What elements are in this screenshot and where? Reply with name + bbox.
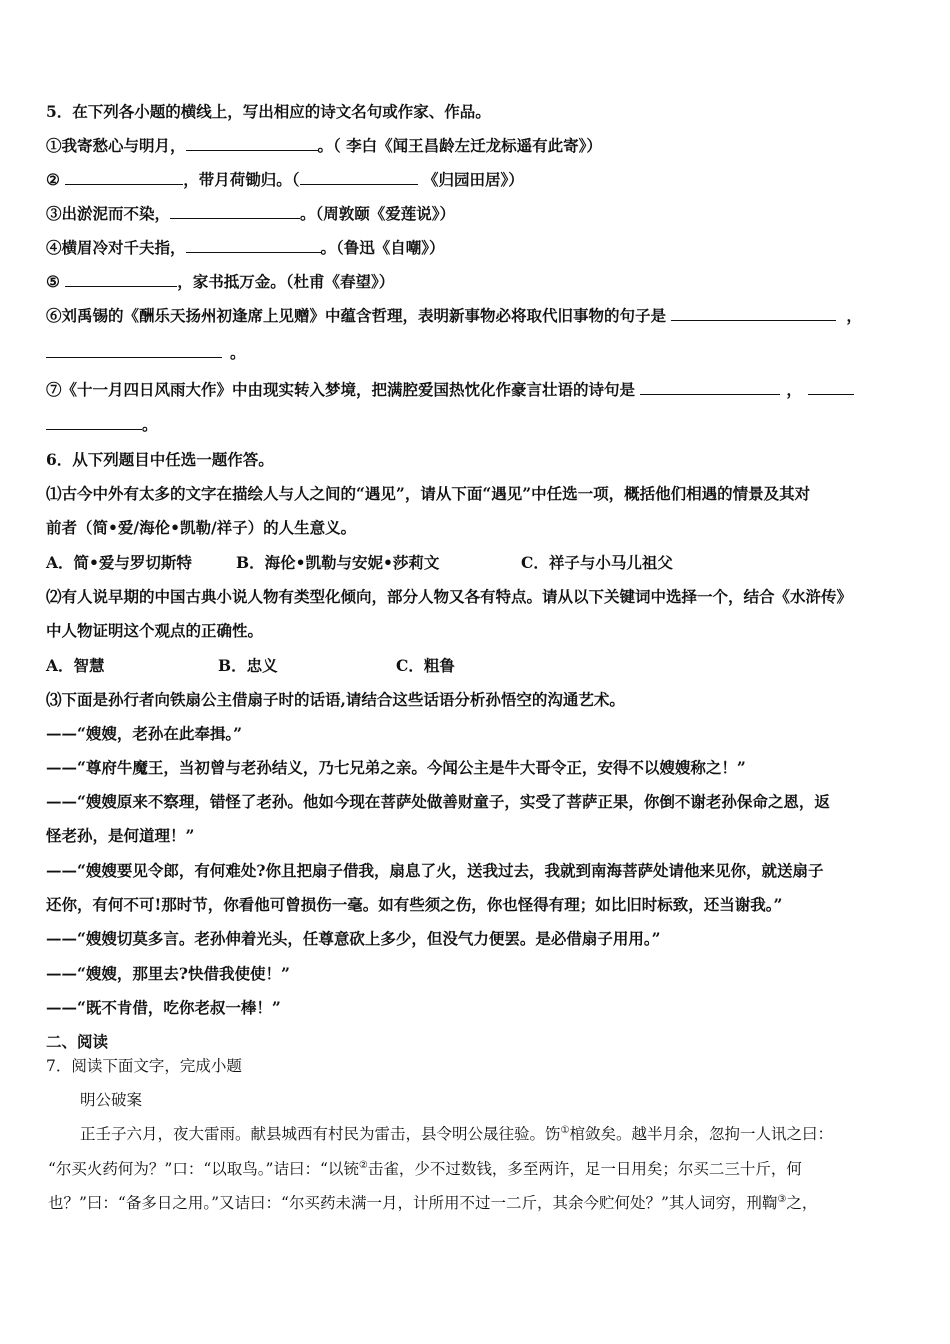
passage-text: “尔买火药何为？”口：“以取鸟。”诘曰：“以铳	[48, 1160, 359, 1178]
passage-line-2	[48, 1159, 802, 1179]
passage-line-3	[48, 1193, 817, 1213]
footnote-ref: ①	[560, 1124, 570, 1136]
q5-item-7-comma: ，	[786, 380, 802, 399]
answer-blank[interactable]	[65, 170, 183, 185]
passage-text: 棺敛矣。越半月余，忽拘一人讯之曰：	[569, 1125, 833, 1143]
q5-item-1-prefix: ①我寄愁心与明月，	[46, 136, 186, 155]
q6-part-2-options	[46, 656, 455, 676]
q5-item-2	[46, 170, 524, 190]
passage-text: 正壬子六月，夜大雷雨。献县城西有村民为雷击，县令明公晟往验。饬	[80, 1125, 561, 1143]
q5-item-7-line-1	[46, 380, 854, 400]
q5-item-7-end: 。	[142, 415, 158, 434]
answer-blank[interactable]	[46, 415, 142, 430]
q6-part-3-title: ⑶下面是孙行者向铁扇公主借扇子时的话语,请结合这些话语分析孙悟空的沟通艺术。	[46, 690, 625, 709]
q5-title: 5．在下列各小题的横线上，写出相应的诗文名句或作家、作品。	[46, 102, 491, 121]
section-heading: 二、阅读	[46, 1032, 109, 1051]
dialogue-line-4a: ——“嫂嫂要见令郎，有何难处?你且把扇子借我，扇息了火，送我过去，我就到南海菩萨处请他来见你，就送扇子	[46, 861, 824, 880]
answer-blank[interactable]	[186, 238, 321, 253]
q5-item-2-mid: ，带月荷锄归。（	[183, 170, 300, 189]
q5-item-4	[46, 238, 445, 258]
option-c: C．祥子与小马儿祖父	[521, 553, 673, 572]
option-c: C．粗鲁	[396, 656, 455, 675]
dialogue-line-1: ——“嫂嫂，老孙在此奉揖。”	[46, 724, 243, 743]
answer-blank[interactable]	[65, 272, 177, 287]
footnote-ref: ②	[358, 1159, 368, 1171]
q5-item-3-prefix: ③出淤泥而不染，	[46, 204, 171, 223]
q5-item-5-suffix: ，家书抵万金。（杜甫《春望》）	[177, 272, 395, 291]
q5-item-1	[46, 136, 602, 156]
answer-blank[interactable]	[46, 343, 222, 358]
q6-part-2-line-1: ⑵有人说早期的中国古典小说人物有类型化倾向，部分人物又各有特点。请从以下关键词中选择一个，结合《水浒传》	[46, 587, 853, 606]
passage-title: 明公破案	[80, 1091, 143, 1109]
answer-blank[interactable]	[808, 380, 854, 395]
answer-blank[interactable]	[640, 380, 780, 395]
q5-item-1-suffix: 。（ 李白《闻王昌龄左迁龙标遥有此寄》）	[317, 136, 602, 155]
dialogue-line-4b: 还你，有何不可!那时节，你看他可曾损伤一毫。如有些须之伤，你也怪得有理；如比旧时标致，还当谢我。”	[46, 895, 783, 914]
q5-item-3-suffix: 。（周敦颐《爱莲说》）	[300, 204, 456, 223]
q5-item-7-line-2	[46, 415, 158, 435]
answer-blank[interactable]	[671, 306, 836, 321]
q5-item-3	[46, 204, 455, 224]
dialogue-line-3a: ——“嫂嫂原来不察理，错怪了老孙。他如今现在菩萨处做善财童子，实受了菩萨正果，你倒不谢老孙保命之恩，返	[46, 792, 830, 811]
q5-item-2-suffix: 《归园田居》）	[417, 170, 524, 189]
q5-item-6-line-2	[46, 343, 246, 363]
dialogue-line-2: ——“尊府牛魔王，当初曾与老孙结义，乃七兄弟之亲。今闻公主是牛大哥令正，安得不以嫂嫂称之！”	[46, 758, 746, 777]
q6-part-1-options	[46, 553, 673, 573]
dialogue-line-5: ——“嫂嫂切莫多言。老孙伸着光头，任尊意砍上多少，但没气力便罢。是必借扇子用用。”	[46, 929, 661, 948]
q5-item-4-suffix: 。（鲁迅《自嘲》）	[320, 238, 445, 257]
dialogue-line-7: ——“既不肯借，吃你老叔一棒！”	[46, 998, 281, 1017]
passage-line-1	[80, 1124, 833, 1144]
option-b: B．海伦•凯勒与安妮•莎莉文	[236, 553, 440, 572]
q5-item-4-prefix: ④横眉冷对千夫指，	[46, 238, 186, 257]
q5-item-7-prefix: ⑦《十一月四日风雨大作》中由现实转入梦境，把满腔爱国热忱化作豪言壮语的诗句是	[46, 380, 641, 399]
passage-text: 也？”曰：“备多日之用。”又诘曰：“尔买药未满一月，计所用不过一二斤，其余今贮何处？”其人词穷，刑鞫	[48, 1194, 778, 1212]
q5-item-6-end: 。	[230, 343, 246, 362]
q5-item-6-prefix: ⑥刘禹锡的《酬乐天扬州初逢席上见赠》中蕴含哲理，表明新事物必将取代旧事物的句子是	[46, 306, 672, 325]
option-a: A．简•爱与罗切斯特	[46, 553, 192, 572]
q5-item-5-prefix: ⑤	[46, 272, 66, 291]
option-b: B．忠义	[218, 656, 278, 675]
footnote-ref: ③	[777, 1193, 787, 1205]
q5-item-5	[46, 272, 394, 292]
q5-item-6-comma: ，	[846, 306, 862, 325]
q5-item-2-prefix: ②	[46, 170, 66, 189]
option-a: A．智慧	[46, 656, 105, 675]
q6-part-2-line-2: 中人物证明这个观点的正确性。	[46, 621, 264, 640]
q5-item-6-line-1	[46, 306, 862, 326]
answer-blank[interactable]	[170, 204, 300, 219]
answer-blank[interactable]	[186, 136, 318, 151]
q6-part-1-line-2: 前者（简•爱/海伦•凯勒/祥子）的人生意义。	[46, 518, 357, 537]
passage-text: 之，	[786, 1194, 818, 1212]
q6-part-1-line-1: ⑴古今中外有太多的文字在描绘人与人之间的“遇见”，请从下面“遇见”中任选一项，概括他们相遇的情景及其对	[46, 484, 811, 503]
q7-title: 7．阅读下面文字，完成小题	[46, 1057, 242, 1075]
q6-title: 6．从下列题目中任选一题作答。	[46, 450, 274, 469]
passage-text: 击雀，少不过数钱，多至两许，足一日用矣；尔买二三十斤，何	[367, 1160, 802, 1178]
dialogue-line-3b: 怪老孙，是何道理！”	[46, 826, 195, 845]
dialogue-line-6: ——“嫂嫂，那里去?快借我使使！”	[46, 964, 290, 983]
answer-blank[interactable]	[300, 170, 418, 185]
